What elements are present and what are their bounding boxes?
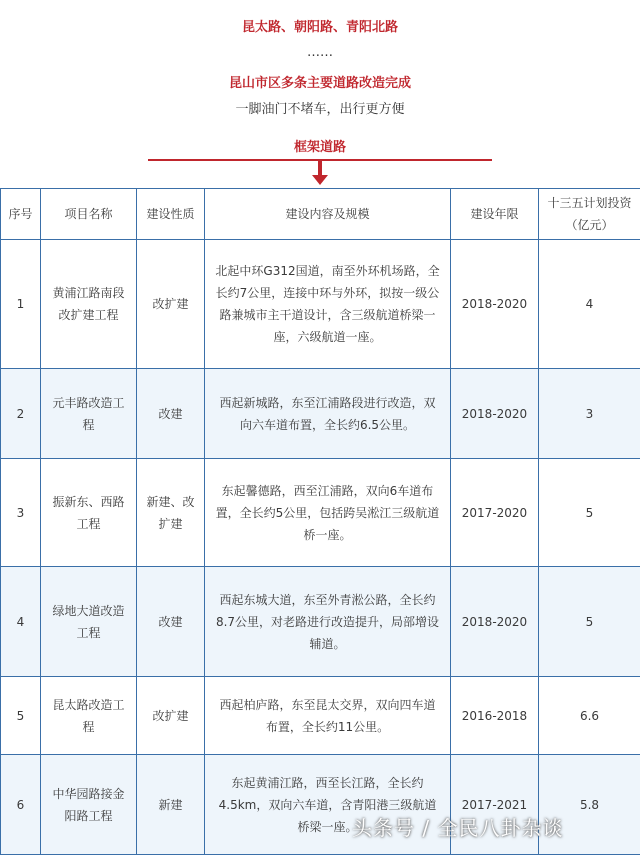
cell-years: 2017-2021 — [451, 755, 539, 855]
header-invest: 十三五计划投资（亿元） — [539, 189, 640, 240]
cell-years: 2018-2020 — [451, 240, 539, 369]
cell-content: 西起柏庐路，东至昆太交界，双向四车道布置，全长约11公里。 — [205, 677, 451, 755]
cell-invest: 5 — [539, 459, 640, 567]
cell-content: 西起东城大道，东至外青淞公路，全长约8.7公里，对老路进行改造提升，局部增设辅道。 — [205, 567, 451, 677]
table-row — [1, 240, 640, 369]
cell-nature: 改建 — [137, 369, 205, 459]
cell-years: 2017-2020 — [451, 459, 539, 567]
cell-content: 东起馨德路，西至江浦路，双向6车道布置，全长约5公里，包括跨吴淞江三级航道桥一座。 — [205, 459, 451, 567]
cell-seq: 2 — [1, 369, 41, 459]
cell-invest: 3 — [539, 369, 640, 459]
headline-ellipsis: …… — [0, 45, 640, 60]
cell-name: 黄浦江路南段改扩建工程 — [41, 240, 137, 369]
headline-roads: 昆太路、朝阳路、青阳北路 — [0, 16, 640, 35]
cell-name: 昆太路改造工程 — [41, 677, 137, 755]
cell-invest: 5 — [539, 567, 640, 677]
section-label: 框架道路 — [0, 136, 640, 155]
cell-content: 东起黄浦江路，西至长江路，全长约4.5km，双向六车道，含青阳港三级航道桥梁一座。 — [205, 755, 451, 855]
cell-name: 绿地大道改造工程 — [41, 567, 137, 677]
cell-nature: 新建 — [137, 755, 205, 855]
cell-name: 振新东、西路工程 — [41, 459, 137, 567]
road-projects-table — [0, 188, 640, 855]
cell-nature: 改扩建 — [137, 677, 205, 755]
cell-seq: 5 — [1, 677, 41, 755]
cell-invest: 4 — [539, 240, 640, 369]
headline-sub: 一脚油门不堵车，出行更方便 — [0, 98, 640, 117]
cell-seq: 6 — [1, 755, 41, 855]
cell-years: 2018-2020 — [451, 369, 539, 459]
header-seq: 序号 — [1, 189, 41, 240]
cell-seq: 4 — [1, 567, 41, 677]
header-nature: 建设性质 — [137, 189, 205, 240]
table-row — [1, 677, 640, 755]
cell-seq: 1 — [1, 240, 41, 369]
headline-main: 昆山市区多条主要道路改造完成 — [0, 72, 640, 91]
table-row — [1, 459, 640, 567]
down-arrow-head-icon — [312, 175, 328, 185]
table-row — [1, 369, 640, 459]
cell-invest: 5.8 — [539, 755, 640, 855]
header-content: 建设内容及规模 — [205, 189, 451, 240]
cell-name: 元丰路改造工程 — [41, 369, 137, 459]
cell-years: 2018-2020 — [451, 567, 539, 677]
down-arrow-icon — [318, 159, 322, 175]
cell-content: 西起新城路，东至江浦路段进行改造，双向六车道布置，全长约6.5公里。 — [205, 369, 451, 459]
cell-name: 中华园路接金阳路工程 — [41, 755, 137, 855]
cell-years: 2016-2018 — [451, 677, 539, 755]
cell-content: 北起中环G312国道，南至外环机场路，全长约7公里，连接中环与外环，拟按一级公路兼城市主干道设计，含三级航道桥梁一座，六级航道一座。 — [205, 240, 451, 369]
cell-nature: 改建 — [137, 567, 205, 677]
table-header-row — [1, 189, 640, 240]
header-name: 项目名称 — [41, 189, 137, 240]
table-row — [1, 567, 640, 677]
cell-seq: 3 — [1, 459, 41, 567]
cell-nature: 新建、改扩建 — [137, 459, 205, 567]
header-years: 建设年限 — [451, 189, 539, 240]
watermark-text: 头条号 / 全民八卦杂谈 — [352, 812, 563, 841]
cell-invest: 6.6 — [539, 677, 640, 755]
cell-nature: 改扩建 — [137, 240, 205, 369]
